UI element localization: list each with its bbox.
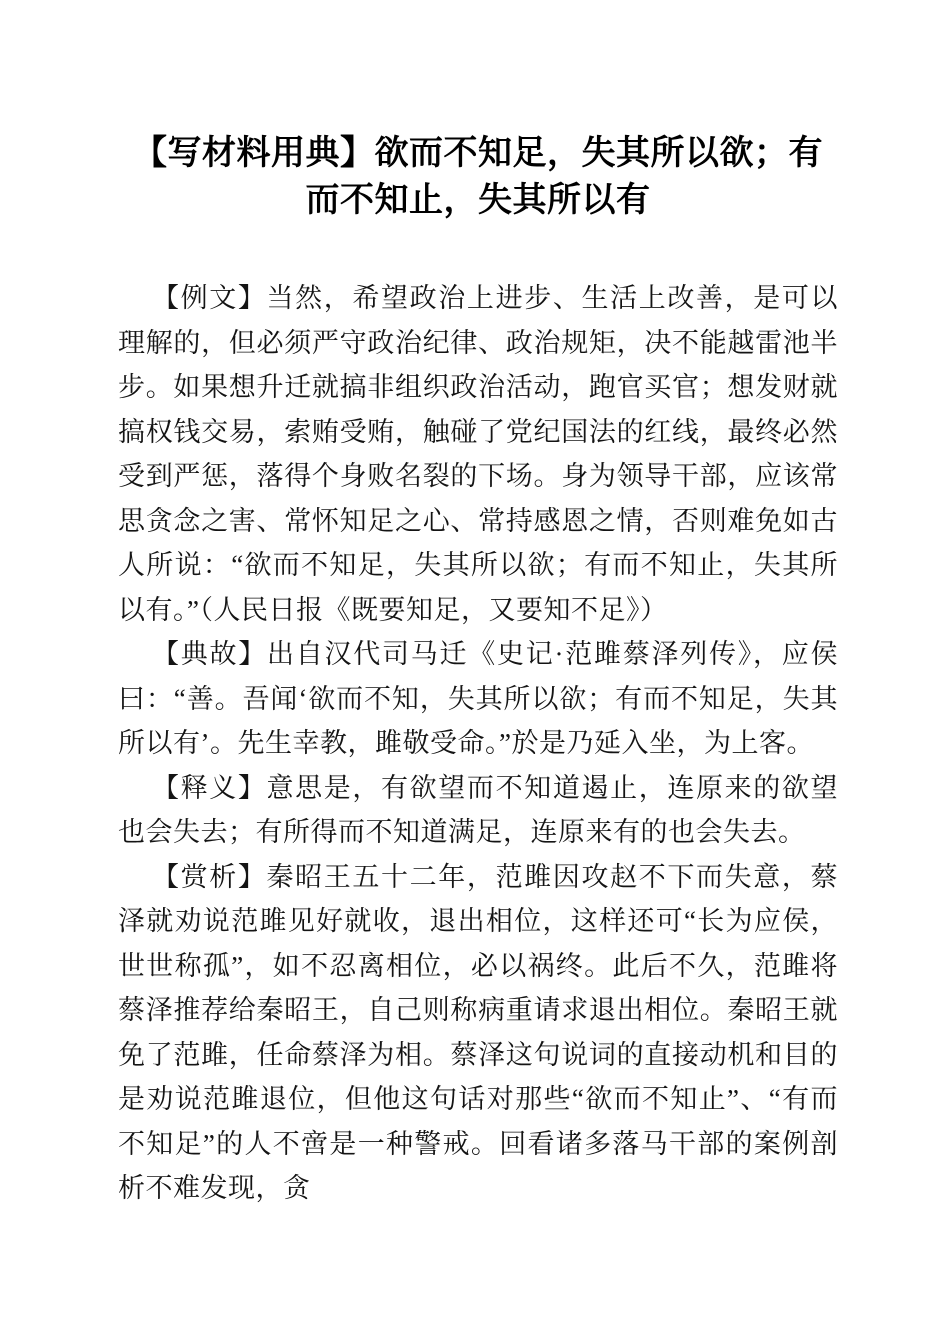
document-body (118, 276, 838, 1211)
paragraph-diangu: 【典故】出自汉代司马迁《史记·范雎蔡泽列传》，应侯曰：“善。吾闻‘欲而不知，失其所以欲；有而不知足，失其所以有’。先生幸教，雎敬受命。”於是乃延入坐，为上客。 (118, 639, 838, 758)
paragraph-shangxi: 【赏析】秦昭王五十二年，范雎因攻赵不下而失意，蔡泽就劝说范雎见好就收，退出相位，这样还可“长为应侯，世世称孤”，如不忍离相位，必以祸终。此后不久，范雎将蔡泽推荐给秦昭王，自己则称病重请求退出相位。秦昭王就免了范雎，任命蔡泽为相。蔡泽这句说词的直接动机和目的是劝说范雎退位，但他这句话对那些“欲而不知止”、“有而不知足”的人不啻是一种警戒。回看诸多落马干部的案例剖析不难发现，贪 (118, 861, 838, 1203)
paragraph-shiyi: 【释义】意思是，有欲望而不知道遏止，连原来的欲望也会失去；有所得而不知道满足，连原来有的也会失去。 (118, 772, 838, 847)
document-title: 【写材料用典】欲而不知足，失其所以欲；有而不知止，失其所以有 (133, 135, 823, 219)
paragraph-liwen: 【例文】当然，希望政治上进步、生活上改善，是可以理解的，但必须严守政治纪律、政治规矩，决不能越雷池半步。如果想升迁就搞非组织政治活动，跑官买官；想发财就搞权钱交易，索贿受贿，触碰了党纪国法的红线，最终必然受到严惩，落得个身败名裂的下场。身为领导干部，应该常思贪念之害、常怀知足之心、常持感恩之情，否则难免如古人所说：“欲而不知足，失其所以欲；有而不知止，失其所以有。”（人民日报《既要知足，又要知不足》） (118, 283, 838, 625)
